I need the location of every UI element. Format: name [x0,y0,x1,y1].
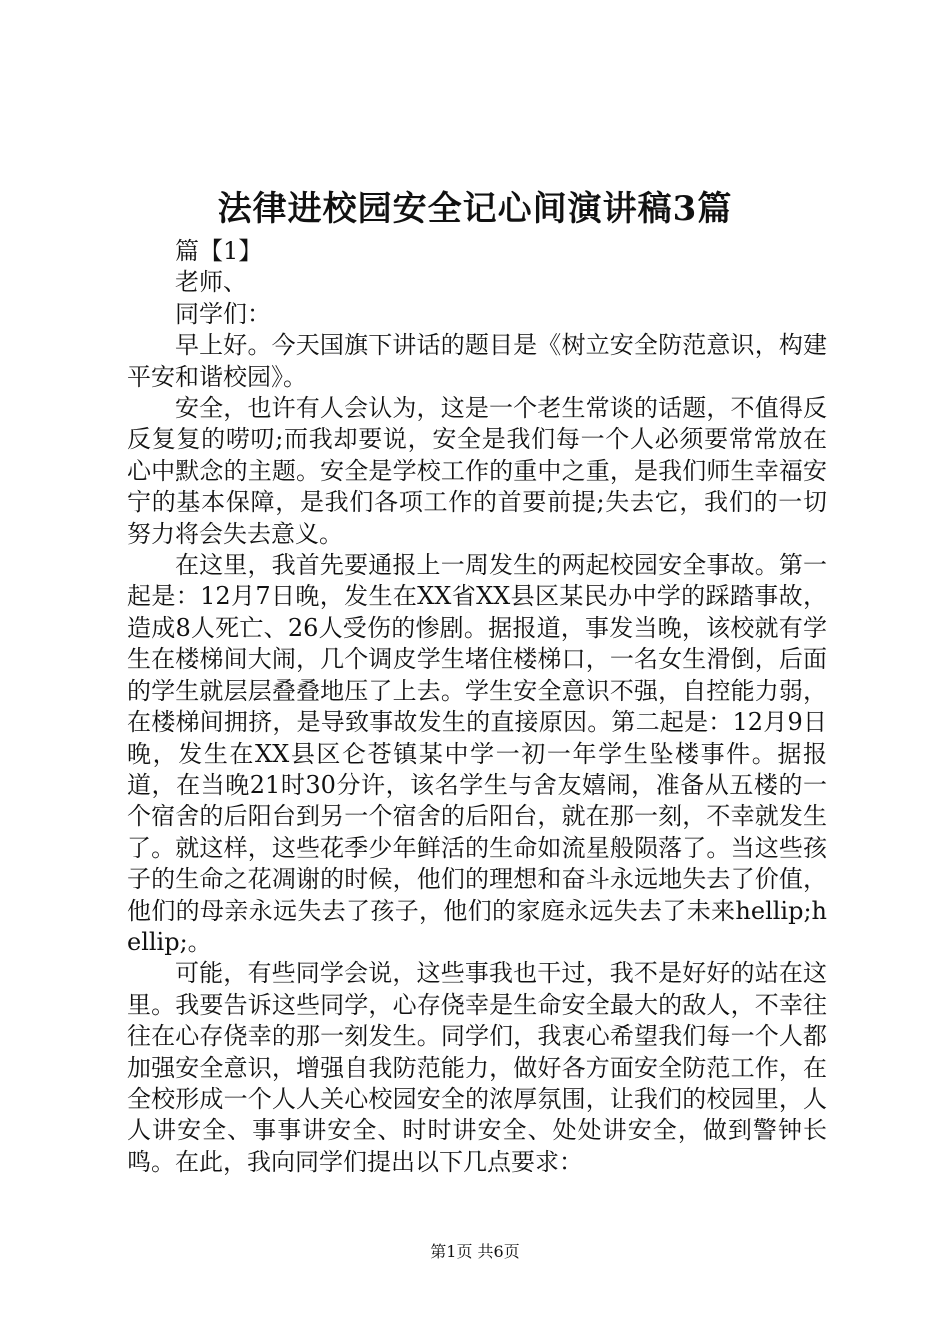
page-number-footer: 第1页 共6页 [430,1242,520,1261]
paragraph-accident-report: 在这里，我首先要通报上一周发生的两起校园安全事故。第一起是：12月7日晚，发生在XX省XX县区某民办中学的踩踏事故，造成8人死亡、26人受伤的惨剧。据报道，事发当晚，该校就有学生在楼梯间大闹，几个调皮学生堵住楼梯口，一名女生滑倒，后面的学生就层层叠叠地压了上去。学生安全意识不强，自控能力弱，在楼梯间拥挤，是导致事故发生的直接原因。第二起是：12月9日晚，发生在XX县区仑苍镇某中学一初一年学生坠楼事件。据报道，在当晚21时30分许，该名学生与舍友嬉闹，准备从五楼的一个宿舍的后阳台到另一个宿舍的后阳台，就在那一刻，不幸就发生了。就这样，这些花季少年鲜活的生命如流星般陨落了。当这些孩子的生命之花凋谢的时候，他们的理想和奋斗永远地失去了价值，他们的母亲永远失去了孩子，他们的家庭永远失去了未来hellip;hellip;。 [127,551,827,956]
paragraph-salutation-teachers: 老师、 [175,268,247,297]
paragraph-salutation-students: 同学们： [175,299,271,328]
paragraph-greeting: 早上好。今天国旗下讲话的题目是《树立安全防范意识，构建平安和谐校园》。 [127,331,827,391]
paragraph-warning: 可能，有些同学会说，这些事我也干过，我不是好好的站在这里。我要告诉这些同学，心存侥幸是生命安全最大的敌人，不幸往往在心存侥幸的那一刻发生。同学们，我衷心希望我们每一个人都加强安全意识，增强自我防范能力，做好各方面安全防范工作，在全校形成一个人人关心校园安全的浓厚氛围，让我们的校园里，人人讲安全、事事讲安全、时时讲安全、处处讲安全，做到警钟长鸣。在此，我向同学们提出以下几点要求： [127,959,827,1176]
paragraph-section-heading: 篇【1】 [175,237,263,265]
paragraph-safety-importance: 安全，也许有人会认为，这是一个老生常谈的话题，不值得反反复复的唠叨;而我却要说，安全是我们每一个人必须要常常放在心中默念的主题。安全是学校工作的重中之重，是我们师生幸福安宁的基本保障，是我们各项工作的首要前提;失去它，我们的一切努力将会失去意义。 [127,394,827,548]
document-title: 法律进校园安全记心间演讲稿3篇 [217,189,733,229]
document-body [127,236,827,1178]
